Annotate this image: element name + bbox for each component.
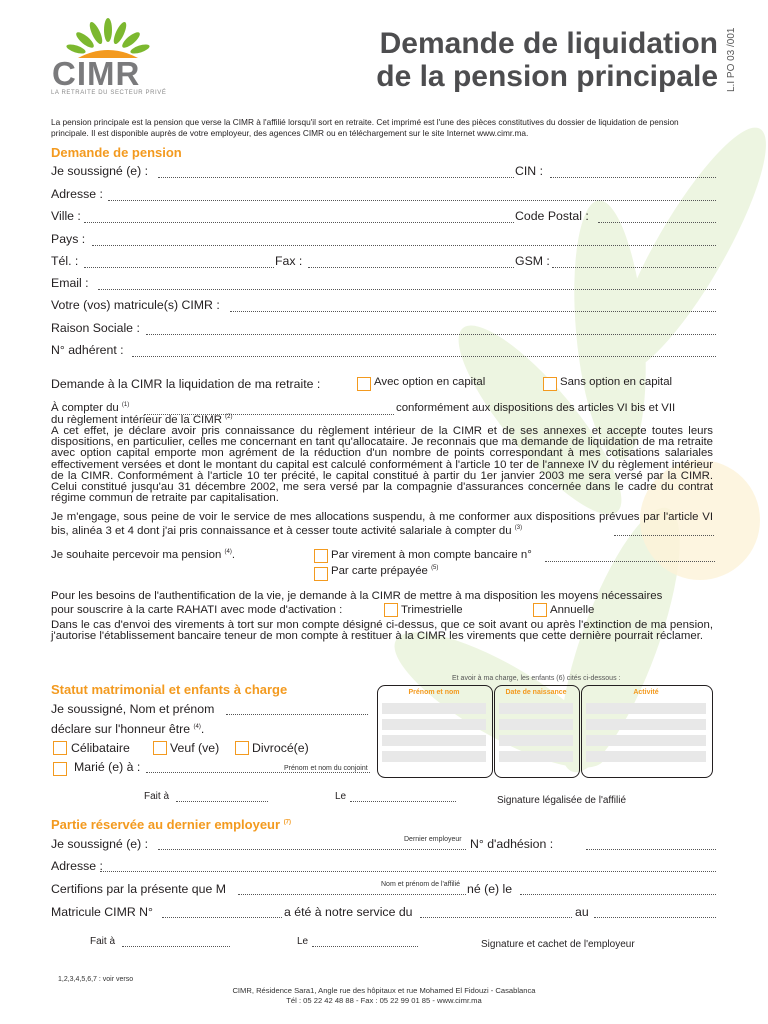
label-authentification: Pour les besoins de l'authentification de la vie, je demande à la CIMR de mettre à ma disposition les moyens nécessaires <box>51 590 663 602</box>
field-pays[interactable] <box>92 245 716 246</box>
table-header-date-naissance: Date de naissance <box>505 689 567 696</box>
label-trimestrielle: Trimestrielle <box>401 604 463 616</box>
a-compter-text: À compter du <box>51 402 119 414</box>
label-signature-affilie: Signature légalisée de l'affilié <box>497 795 627 806</box>
field-ville[interactable] <box>84 222 514 223</box>
table-col-activite <box>581 685 713 778</box>
field-date-cessation[interactable] <box>614 535 714 536</box>
hint-conjoint: Prénom et nom du conjoint <box>284 765 368 772</box>
section-title-demande: Demande de pension <box>51 145 182 160</box>
label-le: Le <box>335 791 347 802</box>
footer-contact: Tél : 05 22 42 48 88 - Fax : 05 22 99 01 85 - www.cimr.ma <box>286 996 482 1005</box>
footer-address: CIMR, Résidence Sara1, Angle rue des hôpitaux et rue Mohamed El Fidouzi - Casablanca <box>232 986 536 995</box>
table-caption: Et avoir à ma charge, les enfants (6) cités ci-dessous : <box>452 675 621 682</box>
label-reglement: du règlement intérieur de la CIMR $^{(2)}$ <box>51 414 233 426</box>
label-annuelle: Annuelle <box>550 604 595 616</box>
paragraph-engagement: Je m'engage, sous peine de voir le service de mes allocations suspendu, à me conformer aux dispositions prévues par l'article VI bis, alinéa 3 et 4 dont j'ai pris connaissance et à cesser toute activité salariale à compter du $^{(3)}$ <box>51 511 713 537</box>
employeur-title-sup: (7) <box>283 819 292 826</box>
label-tel: Tél. : <box>51 254 79 268</box>
table-row[interactable] <box>382 703 486 714</box>
field-compte-bancaire[interactable] <box>545 561 715 562</box>
carte-text: Par carte prépayée <box>331 565 428 577</box>
field-service-au[interactable] <box>594 917 716 918</box>
field-le[interactable] <box>350 801 456 802</box>
label-demande-liquidation: Demande à la CIMR la liquidation de ma retraite : <box>51 377 321 391</box>
label-conformement: conformément aux dispositions des articles VI bis et VII <box>396 402 676 414</box>
field-matricule[interactable] <box>230 311 716 312</box>
checkbox-annuelle[interactable] <box>533 603 547 617</box>
field-tel[interactable] <box>84 267 274 268</box>
label-pays: Pays : <box>51 232 86 246</box>
title-line-2: de la pension principale <box>376 60 718 93</box>
label-sans-option-capital: Sans option en capital <box>560 376 673 388</box>
table-row[interactable] <box>586 719 706 730</box>
field-service-du[interactable] <box>420 917 572 918</box>
label-a-compter-du: À compter du $^{(1)}$ <box>51 402 130 414</box>
label-marie: Marié (e) à : <box>74 760 141 774</box>
logo-wordmark: CIMR <box>52 55 141 92</box>
paragraph-declaration: A cet effet, je déclare avoir pris connaissance du règlement intérieur de la CIMR et de ses annexes et accepte toutes leurs dispositions, en particulier, celles me concernant en tant qu'allocataire. Je reconnais que ma demande de liquidation de ma retraite avec option capital emporte mon agrément de la réduction d'un nombre de points correspondant à mes cotisations salariales effectivement versées et dont le montant du capital est calculé conformément à l'article 10 ter de l'annexe IV du règlement intérieur de la CIMR. Conformément à l'article 10 ter précité, le capital constitué à partir du 1er janvier 2003 me sera versé par la CIMR. Celui constitué jusqu'au 31 décembre 2002, me sera versé par la compagnie d'assurances concernée dans le cadre du contrat régime commun de retraite par capitalisation. <box>51 425 713 505</box>
field-conjoint[interactable] <box>146 772 370 773</box>
checkbox-carte-prepayee[interactable] <box>314 567 328 581</box>
label-code-postal: Code Postal : <box>515 209 589 223</box>
table-row[interactable] <box>382 751 486 762</box>
label-signature-employeur: Signature et cachet de l'employeur <box>481 939 635 950</box>
field-raison-sociale[interactable] <box>146 334 716 335</box>
field-employeur-nom[interactable] <box>158 849 466 850</box>
hint-nom-affilie: Nom et prénom de l'affilié <box>381 881 461 888</box>
declare-text: déclare sur l'honneur être <box>51 722 191 736</box>
label-service-du: a été à notre service du <box>284 905 413 919</box>
table-row[interactable] <box>499 751 573 762</box>
percevoir-text: Je souhaite percevoir ma pension <box>51 549 222 561</box>
field-nom[interactable] <box>158 177 514 178</box>
table-row[interactable] <box>499 735 573 746</box>
cimr-logo-flower-icon <box>62 18 154 58</box>
label-declare: déclare sur l'honneur être $^{(4)}$. <box>51 722 205 736</box>
label-numero-adhesion: N° d'adhésion : <box>470 837 554 851</box>
page-title <box>330 27 718 93</box>
label-adresse: Adresse : <box>51 187 103 201</box>
label-gsm: GSM : <box>515 254 550 268</box>
field-date-naissance[interactable] <box>520 894 716 895</box>
label-veuf: Veuf (ve) <box>170 741 220 755</box>
table-header-prenom-nom: Prénom et nom <box>408 689 460 696</box>
form-reference: L.I PO 03 /001 <box>726 27 737 92</box>
field-gsm[interactable] <box>552 267 716 268</box>
checkbox-sans-option-capital[interactable] <box>543 377 557 391</box>
intro-text: La pension principale est la pension que verse la CIMR à l'affilié lorsqu'il sort en retraite. Cet imprimé est l'une des pièces constitutives du dossier de liquidation de pension principale. Il est disponible auprès de votre employeur, des agences CIMR ou en téléchargement sur le site Internet www.cimr.ma. <box>51 117 679 138</box>
label-employeur-soussigne: Je soussigné (e) : <box>51 837 149 851</box>
title-line-1: Demande de liquidation <box>379 27 718 60</box>
label-email: Email : <box>51 276 89 290</box>
label-numero-adherent: N° adhérent : <box>51 343 124 357</box>
label-raison-sociale: Raison Sociale : <box>51 321 140 335</box>
section-title-statut: Statut matrimonial et enfants à charge <box>51 682 288 697</box>
label-employeur-le: Le <box>297 936 309 947</box>
checkbox-avec-option-capital[interactable] <box>357 377 371 391</box>
paragraph-restitution: Dans le cas d'envoi des virements à tort sur mon compte désigné ci-dessus, que ce soit avant ou après l'extinction de ma pension, j'autorise l'établissement bancaire teneur de mon compte à restituer à la CIMR les virements que cette dernière pourrait réclamer. <box>51 619 713 643</box>
label-carte-prepayee: Par carte prépayée $^{(5)}$ <box>331 565 439 577</box>
field-employeur-adresse[interactable] <box>100 871 716 872</box>
table-row[interactable] <box>382 719 486 730</box>
table-row[interactable] <box>586 703 706 714</box>
checkbox-celibataire[interactable] <box>53 741 67 755</box>
checkbox-virement[interactable] <box>314 549 328 563</box>
hint-dernier-employeur: Dernier employeur <box>404 836 462 843</box>
table-col-prenom-nom <box>377 685 493 778</box>
table-col-date-naissance <box>494 685 580 778</box>
label-percevoir: Je souhaite percevoir ma pension $^{(4)}$. <box>51 549 236 561</box>
engagement-text: Je m'engage, sous peine de voir le service de mes allocations suspendu, à me conformer aux dispositions prévues par l'article VI bis, alinéa 3 et 4 dont j'ai pris connaissance et à cesser toute activité salariale à compter du <box>51 511 713 537</box>
table-header-activite: Activité <box>633 689 659 696</box>
section-title-employeur <box>51 817 291 832</box>
field-nom-prenom[interactable] <box>226 714 368 715</box>
field-matricule-cimr[interactable] <box>162 917 282 918</box>
field-employeur-fait-a[interactable] <box>122 946 230 947</box>
field-email[interactable] <box>98 289 716 290</box>
label-fait-a: Fait à <box>144 791 170 802</box>
label-fax: Fax : <box>275 254 303 268</box>
logo-tagline: LA RETRAITE DU SECTEUR PRIVÉ <box>51 90 167 96</box>
checkbox-veuf[interactable] <box>153 741 167 755</box>
field-fait-a[interactable] <box>176 801 268 802</box>
field-fax[interactable] <box>308 267 514 268</box>
label-employeur-adresse: Adresse : <box>51 859 103 873</box>
table-row[interactable] <box>382 735 486 746</box>
label-celibataire: Célibataire <box>71 741 130 755</box>
label-nom-prenom: Je soussigné, Nom et prénom <box>51 702 215 716</box>
table-row[interactable] <box>499 719 573 730</box>
field-nom-affilie[interactable] <box>238 894 466 895</box>
field-code-postal[interactable] <box>598 222 716 223</box>
checkbox-trimestrielle[interactable] <box>384 603 398 617</box>
footer-note: 1,2,3,4,5,6,7 : voir verso <box>58 976 134 983</box>
field-numero-adhesion[interactable] <box>586 849 716 850</box>
label-ne-le: né (e) le <box>467 882 513 896</box>
label-avec-option-capital: Avec option en capital <box>374 376 486 388</box>
label-matricule: Votre (vos) matricule(s) CIMR : <box>51 298 220 312</box>
label-cin: CIN : <box>515 164 544 178</box>
table-row[interactable] <box>499 703 573 714</box>
label-virement: Par virement à mon compte bancaire n° <box>331 549 532 561</box>
table-row[interactable] <box>586 751 706 762</box>
label-certifions: Certifions par la présente que M <box>51 882 226 896</box>
table-row[interactable] <box>586 735 706 746</box>
label-au: au <box>575 905 589 919</box>
label-matricule-cimr: Matricule CIMR N° <box>51 905 153 919</box>
label-divorce: Divrocé(e) <box>252 741 309 755</box>
field-adresse[interactable] <box>108 200 716 201</box>
checkbox-divorce[interactable] <box>235 741 249 755</box>
label-ville: Ville : <box>51 209 81 223</box>
field-employeur-le[interactable] <box>312 946 418 947</box>
label-employeur-fait-a: Fait à <box>90 936 116 947</box>
label-je-soussigne: Je soussigné (e) : <box>51 164 149 178</box>
employeur-title-text: Partie réservée au dernier employeur <box>51 817 281 832</box>
field-numero-adherent[interactable] <box>132 356 716 357</box>
checkbox-marie[interactable] <box>53 762 67 776</box>
reglement-text: du règlement intérieur de la CIMR <box>51 414 222 426</box>
label-rahati: pour souscrire à la carte RAHATI avec mode d'activation : <box>51 604 343 616</box>
field-cin[interactable] <box>550 177 716 178</box>
